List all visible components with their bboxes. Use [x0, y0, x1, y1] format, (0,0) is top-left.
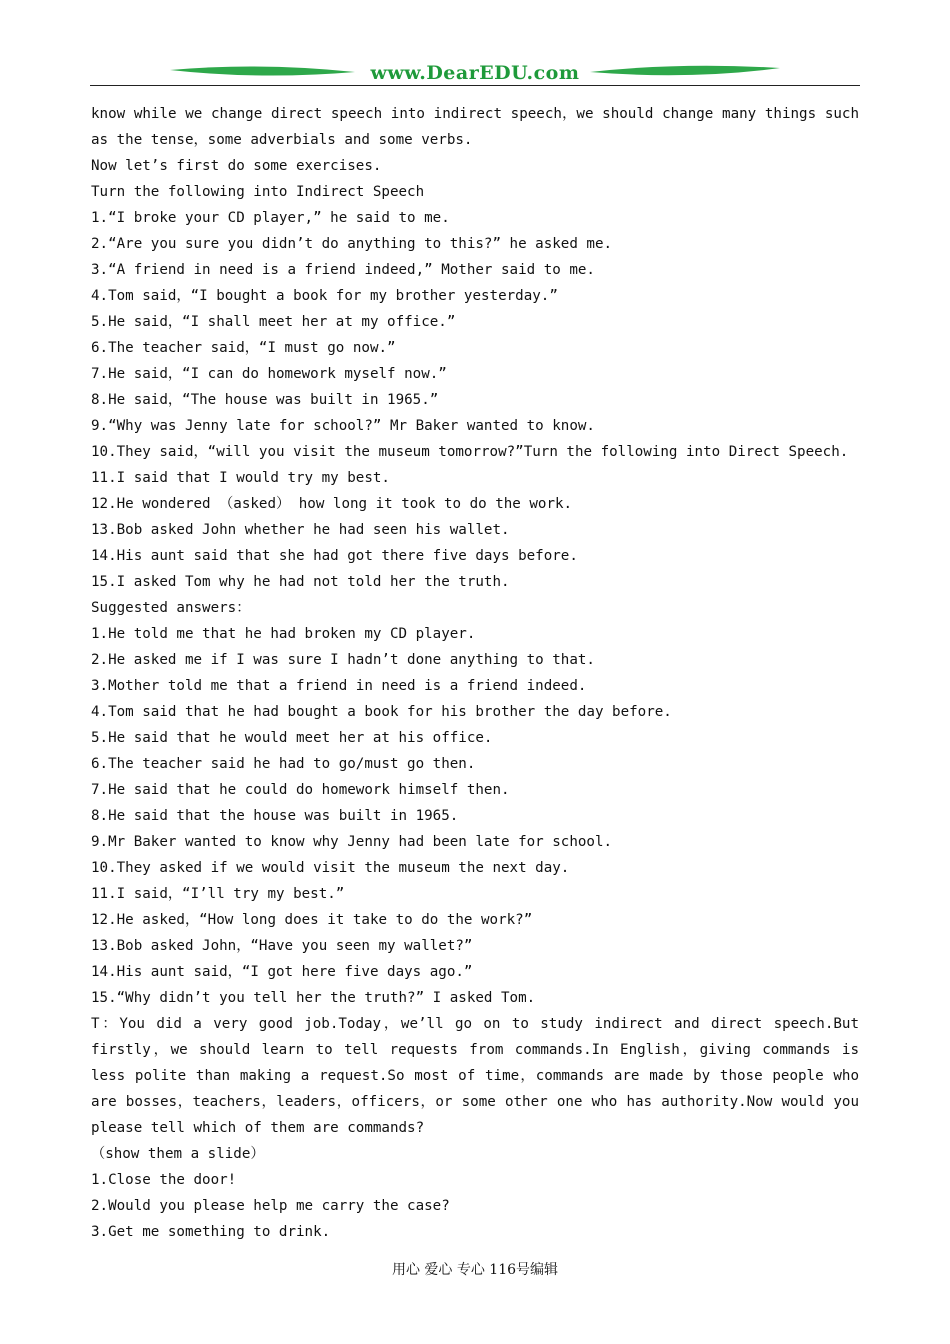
- exercise-item: 14.His aunt said that she had got there five days before.: [91, 548, 578, 564]
- answer-item: 7.He said that he could do homework himself then.: [91, 782, 510, 798]
- answer-item: 10.They asked if we would visit the museum the next day.: [91, 860, 570, 876]
- exercise-item: 13.Bob asked John whether he had seen his wallet.: [91, 522, 510, 538]
- exercise-item: 7.He said，“I can do homework myself now.”: [91, 366, 447, 382]
- slide-note: （show them a slide）: [91, 1146, 265, 1162]
- answer-item: 8.He said that the house was built in 1965.: [91, 808, 459, 824]
- exercise-item: 11.I said that I would try my best.: [91, 470, 390, 486]
- answer-item: 11.I said，“I’ll try my best.”: [91, 886, 345, 902]
- answer-item: 2.He asked me if I was sure I hadn’t done anything to that.: [91, 652, 595, 668]
- intro-line: Now let’s first do some exercises.: [91, 158, 382, 174]
- answer-item: 4.Tom said that he had bought a book for his brother the day before.: [91, 704, 672, 720]
- slide-item: 2.Would you please help me carry the case?: [91, 1198, 450, 1214]
- answer-item: 14.His aunt said，“I got here five days ago.”: [91, 964, 473, 980]
- exercise-item: 6.The teacher said，“I must go now.”: [91, 340, 396, 356]
- header-divider: [90, 85, 860, 86]
- answers-heading: Suggested answers：: [91, 600, 251, 616]
- exercise-item: 3.“A friend in need is a friend indeed,” Mother said to me.: [91, 262, 595, 278]
- slide-item: 3.Get me something to drink.: [91, 1224, 331, 1240]
- answer-item: 1.He told me that he had broken my CD player.: [91, 626, 476, 642]
- intro-paragraph: know while we change direct speech into indirect speech，we should change many things such as the tense，some adverbials and some verbs.: [91, 106, 859, 148]
- teacher-paragraph: T：You did a very good job.Today，we’ll go on to study indirect and direct speech.But firstly，we should learn to tell requests from commands.In English，giving commands is less polite than making a request.So most of time，commands are made by those people who are bosses，teachers，leaders，officers，or some other one who has authority.Now would you please tell which of them are commands?: [91, 1016, 859, 1136]
- exercise-item: 2.“Are you sure you didn’t do anything to this?” he asked me.: [91, 236, 613, 252]
- slide-item: 1.Close the door!: [91, 1172, 237, 1188]
- page-header: [90, 58, 860, 88]
- exercise-item: 5.He said，“I shall meet her at my office.”: [91, 314, 456, 330]
- page-footer: 用心 爱心 专心 116号编辑: [391, 1262, 559, 1278]
- exercise-item: 12.He wondered （asked） how long it took to do the work.: [91, 496, 573, 512]
- answer-item: 6.The teacher said he had to go/must go then.: [91, 756, 476, 772]
- site-logo[interactable]: www.DearEDU.com: [370, 62, 580, 84]
- exercise-item: 4.Tom said，“I bought a book for my brother yesterday.”: [91, 288, 558, 304]
- answer-item: 13.Bob asked John，“Have you seen my wallet?”: [91, 938, 473, 954]
- answer-item: 9.Mr Baker wanted to know why Jenny had been late for school.: [91, 834, 613, 850]
- exercise-item: 10.They said，“will you visit the museum tomorrow?”Turn the following into Direct Speech.: [91, 444, 849, 460]
- answer-item: 3.Mother told me that a friend in need is a friend indeed.: [91, 678, 587, 694]
- exercise-item: 1.“I broke your CD player,” he said to me.: [91, 210, 450, 226]
- answer-item: 15.“Why didn’t you tell her the truth?” I asked Tom.: [91, 990, 536, 1006]
- exercise-item: 9.“Why was Jenny late for school?” Mr Baker wanted to know.: [91, 418, 595, 434]
- answer-item: 5.He said that he would meet her at his office.: [91, 730, 493, 746]
- document-body: [91, 101, 859, 1245]
- section-heading: Turn the following into Indirect Speech: [91, 184, 425, 200]
- answer-item: 12.He asked，“How long does it take to do the work?”: [91, 912, 533, 928]
- exercise-item: 8.He said，“The house was built in 1965.”: [91, 392, 439, 408]
- exercise-item: 15.I asked Tom why he had not told her the truth.: [91, 574, 510, 590]
